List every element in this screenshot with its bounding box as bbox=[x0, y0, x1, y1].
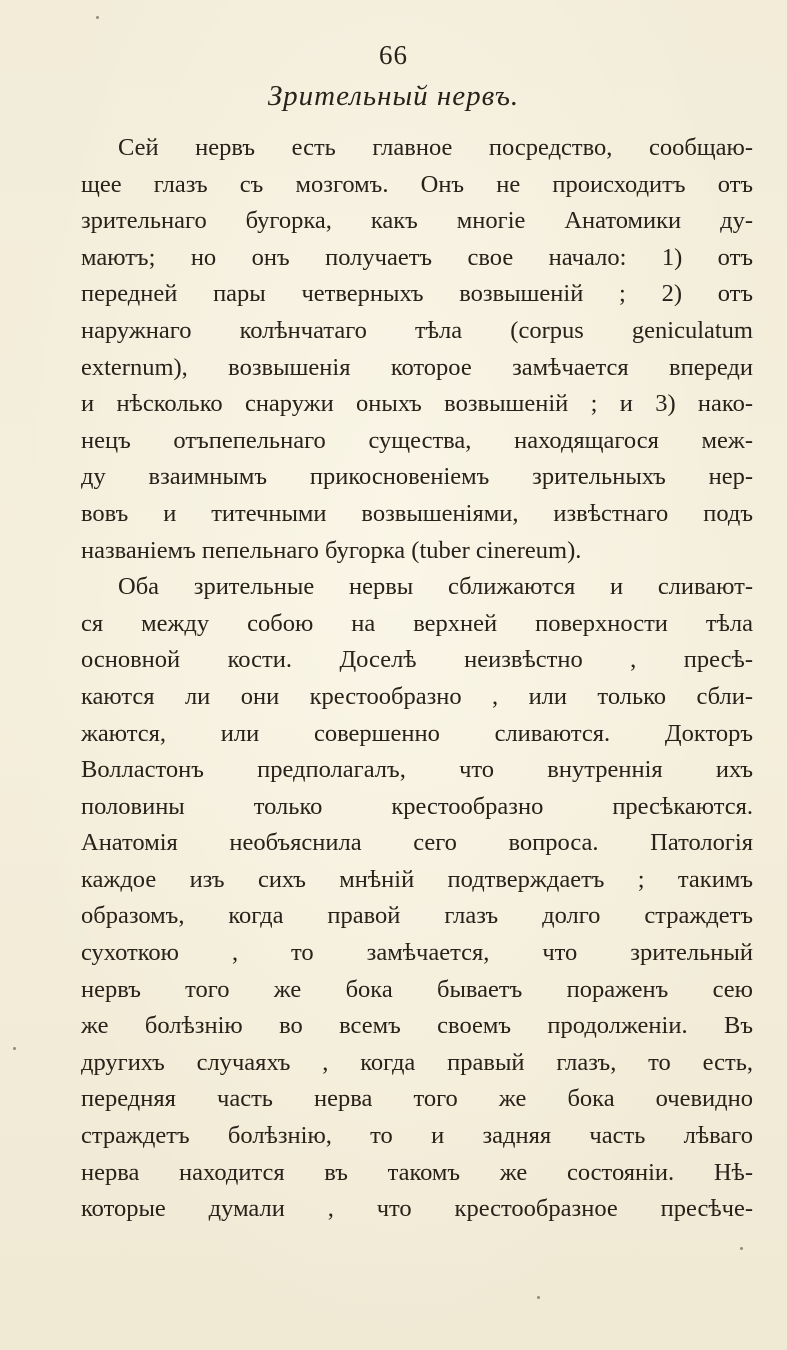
text-line: Сей нервъ есть главное посредство, сообщаю- bbox=[118, 134, 753, 161]
text-line: наружнаго колѣнчатаго тѣла (corpus geniculatum bbox=[81, 316, 753, 344]
text-line: нервъ того же бока бываетъ пораженъ сею bbox=[81, 975, 753, 1003]
text-line: нецъ отъпепельнаго существа, находящагося меж- bbox=[81, 426, 753, 454]
text-line: которые думали , что крестообразное пресѣче- bbox=[81, 1195, 753, 1223]
text-line: страждетъ болѣзнію, то и задняя часть лѣваго bbox=[81, 1122, 753, 1150]
text-line: основной кости. Доселѣ неизвѣстно , пресѣ- bbox=[81, 646, 753, 674]
text-line: вовъ и титечными возвышеніями, извѣстнаго подъ bbox=[81, 499, 753, 527]
text-line: другихъ случаяхъ , когда правый глазъ, то есть, bbox=[81, 1048, 753, 1076]
text-line: образомъ, когда правой глазъ долго страждетъ bbox=[81, 902, 753, 930]
ink-speck bbox=[740, 1247, 743, 1250]
ink-speck bbox=[537, 1296, 540, 1299]
text-line: Анатомія необъяснила сего вопроса. Патологія bbox=[81, 829, 753, 857]
section-heading: Зрительный нервъ. bbox=[267, 80, 520, 112]
text-line: щее глазъ съ мозгомъ. Онъ не происходитъ отъ bbox=[81, 170, 753, 198]
text-line: Волластонъ предполагалъ, что внутреннія ихъ bbox=[81, 756, 753, 784]
text-line: маютъ; но онъ получаетъ свое начало: 1) отъ bbox=[81, 243, 753, 271]
text-line: передней пары четверныхъ возвышеній ; 2) отъ bbox=[81, 280, 753, 308]
ink-speck bbox=[13, 1047, 16, 1050]
text-line: externum), возвышенія которое замѣчается впереди bbox=[81, 353, 753, 381]
text-line: названіемъ пепельнаго бугорка (tuber cinereum). bbox=[81, 536, 582, 564]
text-line: каются ли они крестообразно , или только сбли- bbox=[81, 682, 753, 710]
text-line: же болѣзнію во всемъ своемъ продолженіи. Въ bbox=[81, 1012, 753, 1040]
ink-speck bbox=[96, 16, 99, 19]
page-number: 66 bbox=[379, 40, 408, 70]
text-line: ся между собою на верхней поверхности тѣла bbox=[81, 609, 753, 637]
text-line: передняя часть нерва того же бока очевидно bbox=[81, 1085, 753, 1113]
body-text bbox=[81, 130, 753, 1228]
text-line: и нѣсколько снаружи оныхъ возвышеній ; и 3) нако- bbox=[81, 390, 753, 418]
text-line: зрительнаго бугорка, какъ многіе Анатомики ду- bbox=[81, 207, 753, 235]
text-line: нерва находится въ такомъ же состояніи. Нѣ- bbox=[81, 1158, 753, 1186]
text-line: жаются, или совершенно сливаются. Докторъ bbox=[81, 719, 753, 747]
text-line: сухоткою , то замѣчается, что зрительный bbox=[81, 939, 753, 967]
text-line: каждое изъ сихъ мнѣній подтверждаетъ ; такимъ bbox=[81, 865, 753, 893]
text-line: половины только крестообразно пресѣкаются. bbox=[81, 792, 753, 820]
text-line: ду взаимнымъ прикосновеніемъ зрительныхъ нер- bbox=[81, 463, 753, 491]
text-line: Оба зрительные нервы сближаются и сливают- bbox=[118, 573, 753, 601]
